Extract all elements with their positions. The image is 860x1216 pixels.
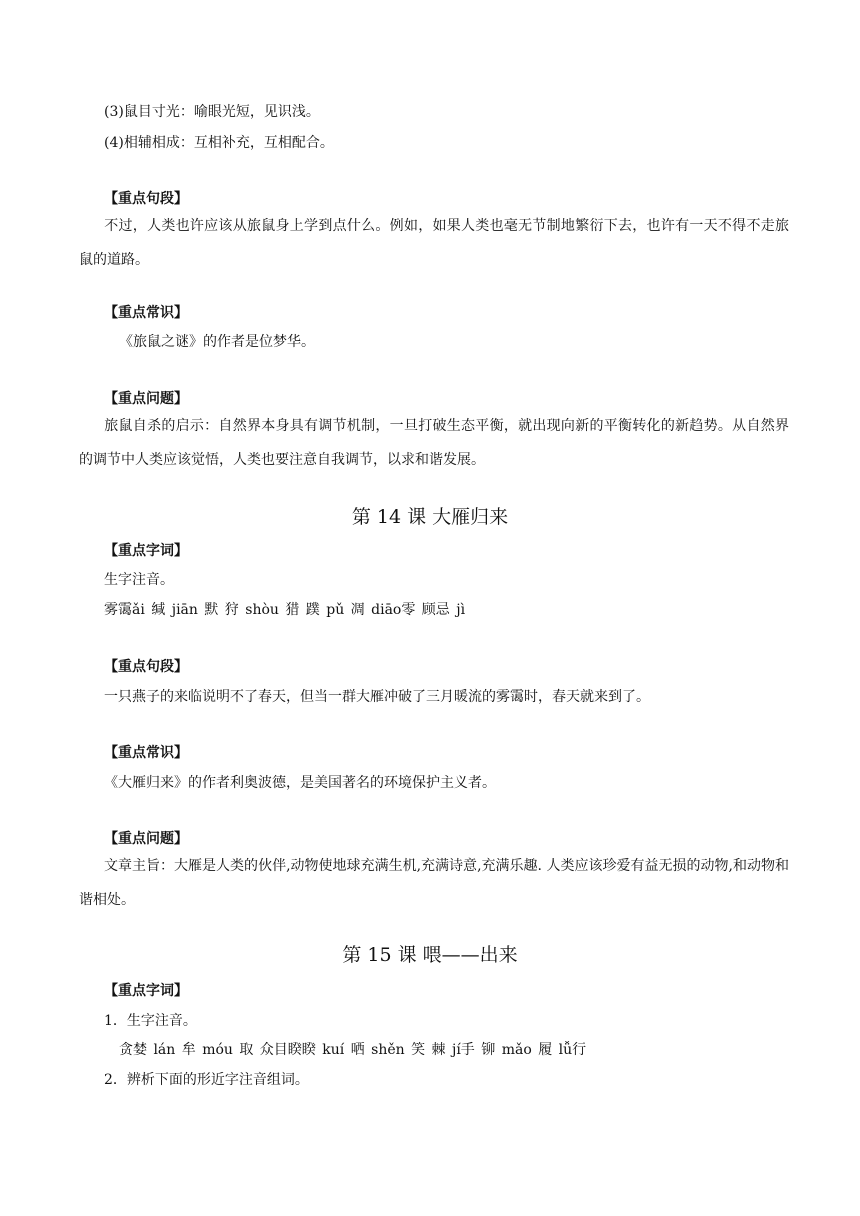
section-heading-key-questions: 【重点问题】 [104, 391, 188, 407]
lesson-15-title: 第 15 课 喂——出来 [342, 944, 518, 966]
key-knowledge-text: 《大雁归来》的作者利奥波德，是美国著名的环境保护主义者。 [104, 775, 496, 791]
definition-line: (4)相辅相成：互相补充，互相配合。 [104, 135, 334, 151]
definition-line: (3)鼠目寸光：喻眼光短，见识浅。 [104, 104, 320, 120]
pinyin-word-list: 贪婪 lán 牟 móu 取 众目睽睽 kuí 哂 shěn 笑 棘 jí手 铆 mǎo 履 lǚ行 [119, 1042, 587, 1058]
key-words-intro: 生字注音。 [104, 572, 174, 588]
key-passage-text: 不过，人类也许应该从旅鼠身上学到点什么。例如，如果人类也毫无节制地繁衍下去，也许有一天不得不走旅鼠的道路。 [79, 218, 789, 268]
section-heading-key-passages: 【重点句段】 [104, 191, 188, 207]
section-heading-key-passages: 【重点句段】 [104, 659, 188, 675]
key-passage-text: 一只燕子的来临说明不了春天，但当一群大雁冲破了三月暖流的雾霭时，春天就来到了。 [104, 689, 650, 705]
key-words-item-1: 1．生字注音。 [104, 1013, 197, 1029]
section-heading-key-words: 【重点字词】 [104, 983, 188, 999]
key-words-item-2: 2．辨析下面的形近字注音组词。 [104, 1072, 309, 1088]
pinyin-word-list: 雾霭ǎi 缄 jiān 默 狩 shòu 猎 蹼 pǔ 凋 diāo零 顾忌 jì [104, 602, 466, 618]
section-heading-key-words: 【重点字词】 [104, 543, 188, 559]
key-question-text: 旅鼠自杀的启示：自然界本身具有调节机制，一旦打破生态平衡，就出现向新的平衡转化的新趋势。从自然界的调节中人类应该觉悟，人类也要注意自我调节，以求和谐发展。 [79, 418, 789, 468]
lesson-14-title: 第 14 课 大雁归来 [351, 506, 509, 528]
section-heading-key-questions: 【重点问题】 [104, 831, 188, 847]
section-heading-key-knowledge: 【重点常识】 [104, 305, 188, 321]
section-heading-key-knowledge: 【重点常识】 [104, 745, 188, 761]
key-knowledge-text: 《旅鼠之谜》的作者是位梦华。 [119, 334, 315, 350]
key-question-text: 文章主旨：大雁是人类的伙伴,动物使地球充满生机,充满诗意,充满乐趣. 人类应该珍爱有益无损的动物,和动物和谐相处。 [79, 858, 789, 908]
